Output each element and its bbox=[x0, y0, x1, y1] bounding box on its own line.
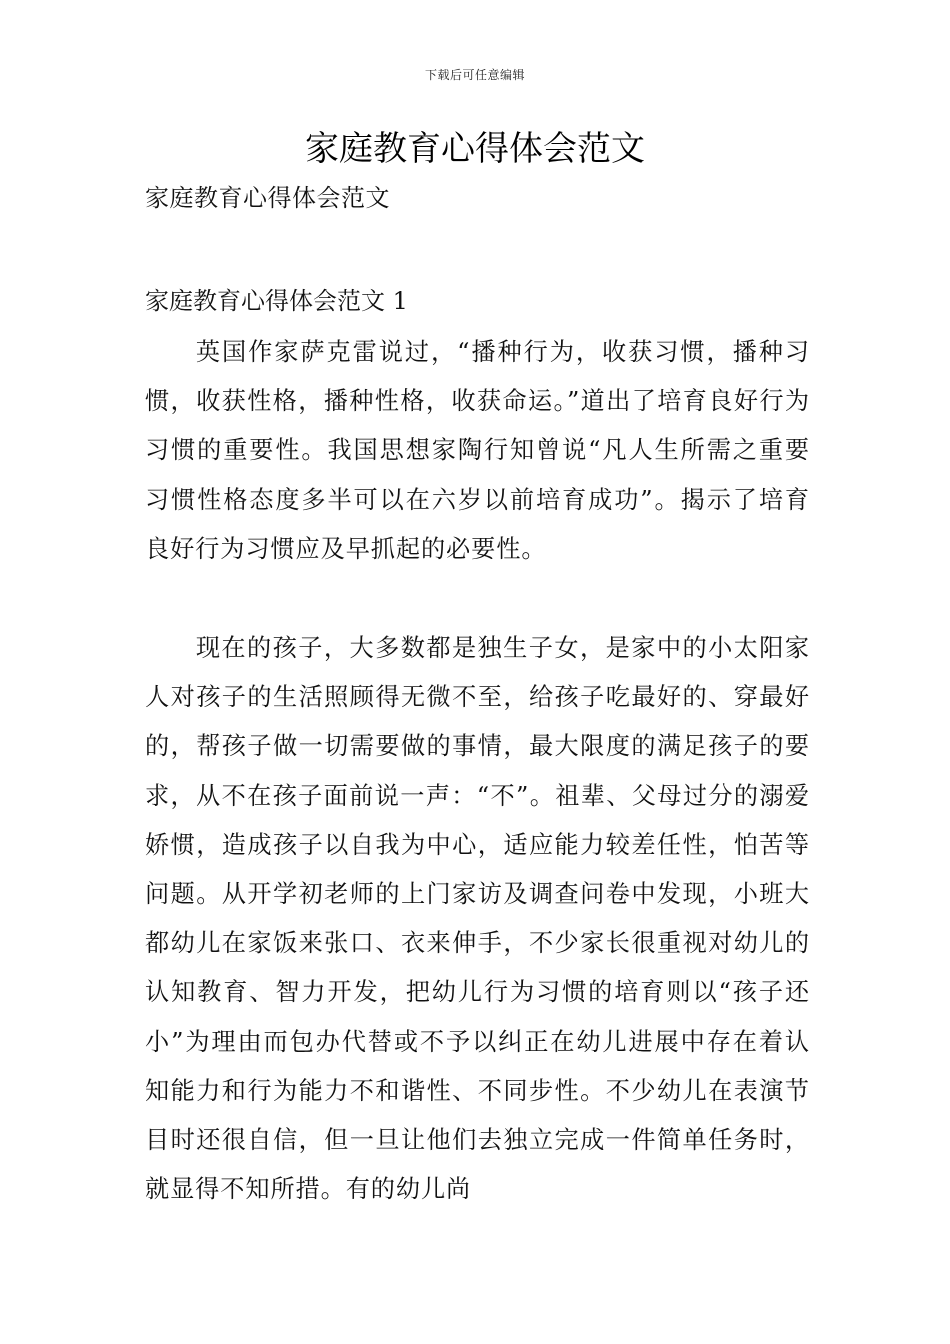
body-paragraph-1: 英国作家萨克雷说过，“播种行为，收获习惯，播种习惯，收获性格，播种性格，收获命运。”道出了培育良好行为习惯的重要性。我国思想家陶行知曾说“凡人生所需之重要习惯性格态度多半可以在六岁以前培育成功”。揭示了培育良好行为习惯应及早抓起的必要性。 bbox=[145, 338, 810, 563]
header-note: 下载后可任意编辑 bbox=[424, 68, 525, 82]
document-title: 家庭教育心得体会范文 bbox=[305, 129, 645, 169]
body-paragraph-2: 现在的孩子，大多数都是独生子女，是家中的小太阳家人对孩子的生活照顾得无微不至，给孩子吃最好的、穿最好的，帮孩子做一切需要做的事情，最大限度的满足孩子的要求，从不在孩子面前说一声：“不”。祖辈、父母过分的溺爱娇惯，造成孩子以自我为中心，适应能力较差任性，怕苦等问题。从开学初老师的上门家访及调查问卷中发现，小班大都幼儿在家饭来张口、衣来伸手，不少家长很重视对幼儿的认知教育、智力开发，把幼儿行为习惯的培育则以“孩子还小”为理由而包办代替或不予以纠正在幼儿进展中存在着认知能力和行为能力不和谐性、不同步性。不少幼儿在表演节目时还很自信，但一旦让他们去独立完成一件简单任务时，就显得不知所措。有的幼儿尚 bbox=[145, 634, 810, 1204]
document-subtitle: 家庭教育心得体会范文 bbox=[145, 184, 390, 212]
section-heading: 家庭教育心得体会范文 1 bbox=[145, 287, 408, 315]
